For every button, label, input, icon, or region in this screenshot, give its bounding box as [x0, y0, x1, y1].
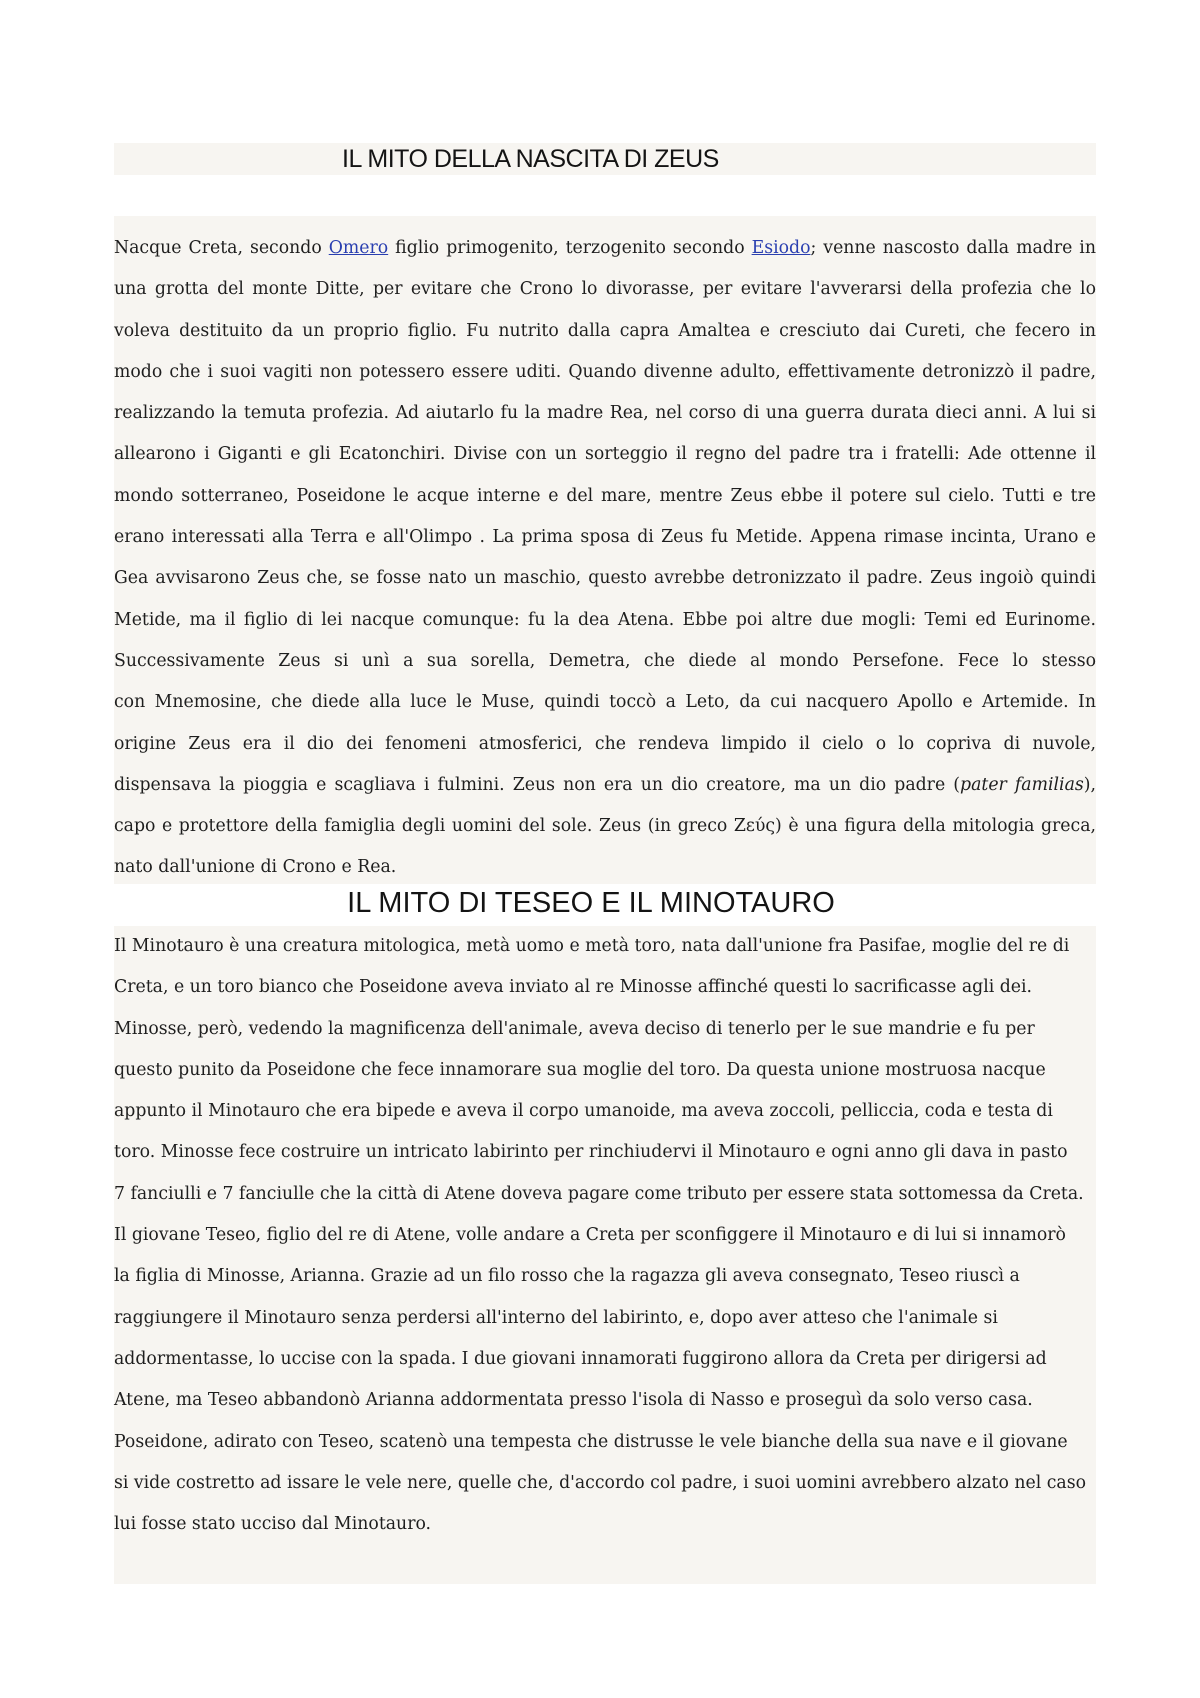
zeus-text-line [114, 311, 1096, 352]
link-esiodo[interactable]: Esiodo [751, 238, 811, 258]
text-run: nato dall'unione di Crono e Rea. [114, 857, 397, 878]
teseo-text-line: addormentasse, lo uccise con la spada. I due giovani innamorati fuggirono allora da Creta per dirigersi ad [114, 1348, 1047, 1369]
text-run: figlio primogenito, terzogenito secondo [388, 238, 752, 258]
teseo-text-line: Atene, ma Teseo abbandonò Arianna addormentata presso l'isola di Nasso e proseguì da solo verso casa. [114, 1390, 1033, 1411]
text-run: capo e protettore della famiglia degli uomini del sole. Zeus (in greco Ζεύς) è una figura della mitologia greca, [114, 816, 1096, 837]
zeus-text-line [114, 600, 1096, 641]
text-run: con Mnemosine, che diede alla luce le Muse, quindi toccò a Leto, da cui nacquero Apollo e Artemide. In [114, 692, 1096, 713]
text-run: allearono i Giganti e gli Ecatonchiri. Divise con un sorteggio il regno del padre tra i fratelli: Ade ottenne il [114, 444, 1096, 465]
zeus-text-line [114, 806, 1096, 847]
italic-text: pater familias [960, 774, 1084, 795]
text-run: ), [1083, 774, 1096, 795]
zeus-text-line [114, 228, 1096, 269]
teseo-text-line: Il giovane Teseo, figlio del re di Atene, volle andare a Creta per sconfiggere il Minotauro e di lui si innamorò [114, 1225, 1066, 1246]
teseo-text-line: lui fosse stato ucciso dal Minotauro. [114, 1514, 432, 1535]
zeus-text-line [114, 269, 1096, 310]
text-run: ; venne nascosto dalla madre in [810, 238, 1096, 258]
teseo-text-line: Creta, e un toro bianco che Poseidone aveva inviato al re Minosse affinché questi lo sacrificasse agli dei. [114, 977, 1033, 998]
zeus-text-line [114, 517, 1096, 558]
title-teseo: IL MITO DI TESEO E IL MINOTAURO [347, 887, 835, 919]
text-run: voleva destituito da un proprio figlio. Fu nutrito dalla capra Amaltea e cresciuto dai Cureti, che fecero in [114, 320, 1096, 341]
text-run: origine Zeus era il dio dei fenomeni atmosferici, che rendeva limpido il cielo o lo copriva di nuvole, [114, 733, 1096, 754]
link-omero[interactable]: Omero [328, 238, 389, 258]
text-run: erano interessati alla Terra e all'Olimpo . La prima sposa di Zeus fu Metide. Appena rimase incinta, Urano e [114, 527, 1096, 548]
zeus-text-line [114, 476, 1096, 517]
teseo-text-line: Il Minotauro è una creatura mitologica, metà uomo e metà toro, nata dall'unione fra Pasifae, moglie del re di [114, 936, 1070, 956]
zeus-text-line [114, 724, 1096, 765]
text-run: modo che i suoi vagiti non potessero essere uditi. Quando divenne adulto, effettivamente detronizzò il padre, [114, 361, 1096, 382]
teseo-text-line: Poseidone, adirato con Teseo, scatenò una tempesta che distrusse le vele bianche della sua nave e il giovane [114, 1431, 1068, 1452]
text-run: dispensava la pioggia e scagliava i fulmini. Zeus non era un dio creatore, ma un dio padre ( [114, 774, 961, 795]
zeus-text-line [114, 558, 1096, 599]
text-run: una grotta del monte Ditte, per evitare che Crono lo divorasse, per evitare l'avverarsi della profezia che lo [114, 279, 1096, 300]
text-run: realizzando la temuta profezia. Ad aiutarlo fu la madre Rea, nel corso di una guerra durata dieci anni. A lui si [114, 403, 1096, 424]
zeus-text-line [114, 682, 1096, 723]
zeus-paragraph [114, 216, 1096, 884]
text-run: Gea avvisarono Zeus che, se fosse nato un maschio, questo avrebbe detronizzato il padre. Zeus ingoiò quindi [114, 568, 1096, 589]
text-run: Successivamente Zeus si unì a sua sorella, Demetra, che diede al mondo Persefone. Fece lo stesso [114, 650, 1096, 671]
text-run: Nacque Creta, secondo [114, 238, 329, 258]
zeus-text-line [114, 393, 1096, 434]
text-run: Metide, ma il figlio di lei nacque comunque: fu la dea Atena. Ebbe poi altre due mogli: Temi ed Eurinome. [114, 609, 1096, 630]
teseo-text-line: raggiungere il Minotauro senza perdersi all'interno del labirinto, e, dopo aver atteso che l'animale si [114, 1307, 998, 1328]
zeus-text-line [114, 352, 1096, 393]
teseo-text-line: si vide costretto ad issare le vele nere, quelle che, d'accordo col padre, i suoi uomini avrebbero alzato nel caso [114, 1472, 1086, 1493]
teseo-text-line: appunto il Minotauro che era bipede e aveva il corpo umanoide, ma aveva zoccoli, pelliccia, coda e testa di [114, 1101, 1053, 1122]
zeus-text-line [114, 641, 1096, 682]
title-zeus: IL MITO DELLA NASCITA DI ZEUS [342, 145, 719, 173]
title-zeus-block [114, 143, 1096, 175]
teseo-text-line: Minosse, però, vedendo la magnificenza dell'animale, aveva deciso di tenerlo per le sue mandrie e fu per [114, 1018, 1035, 1039]
teseo-text-line: questo punito da Poseidone che fece innamorare sua moglie del toro. Da questa unione mostruosa nacque [114, 1059, 1046, 1080]
zeus-text-line [114, 765, 1096, 806]
zeus-text-line [114, 434, 1096, 475]
teseo-text-line: toro. Minosse fece costruire un intricato labirinto per rinchiudervi il Minotauro e ogni anno gli dava in pasto [114, 1142, 1068, 1163]
zeus-text-line [114, 847, 1096, 888]
teseo-text-line: la figlia di Minosse, Arianna. Grazie ad un filo rosso che la ragazza gli aveva consegnato, Teseo riuscì a [114, 1266, 1020, 1287]
text-run: mondo sotterraneo, Poseidone le acque interne e del mare, mentre Zeus ebbe il potere sul cielo. Tutti e tre [114, 485, 1096, 506]
title-teseo-block [114, 884, 1096, 922]
teseo-paragraph [114, 926, 1096, 1584]
teseo-text-line: 7 fanciulli e 7 fanciulle che la città di Atene doveva pagare come tributo per essere stata sottomessa da Creta. [114, 1183, 1084, 1204]
